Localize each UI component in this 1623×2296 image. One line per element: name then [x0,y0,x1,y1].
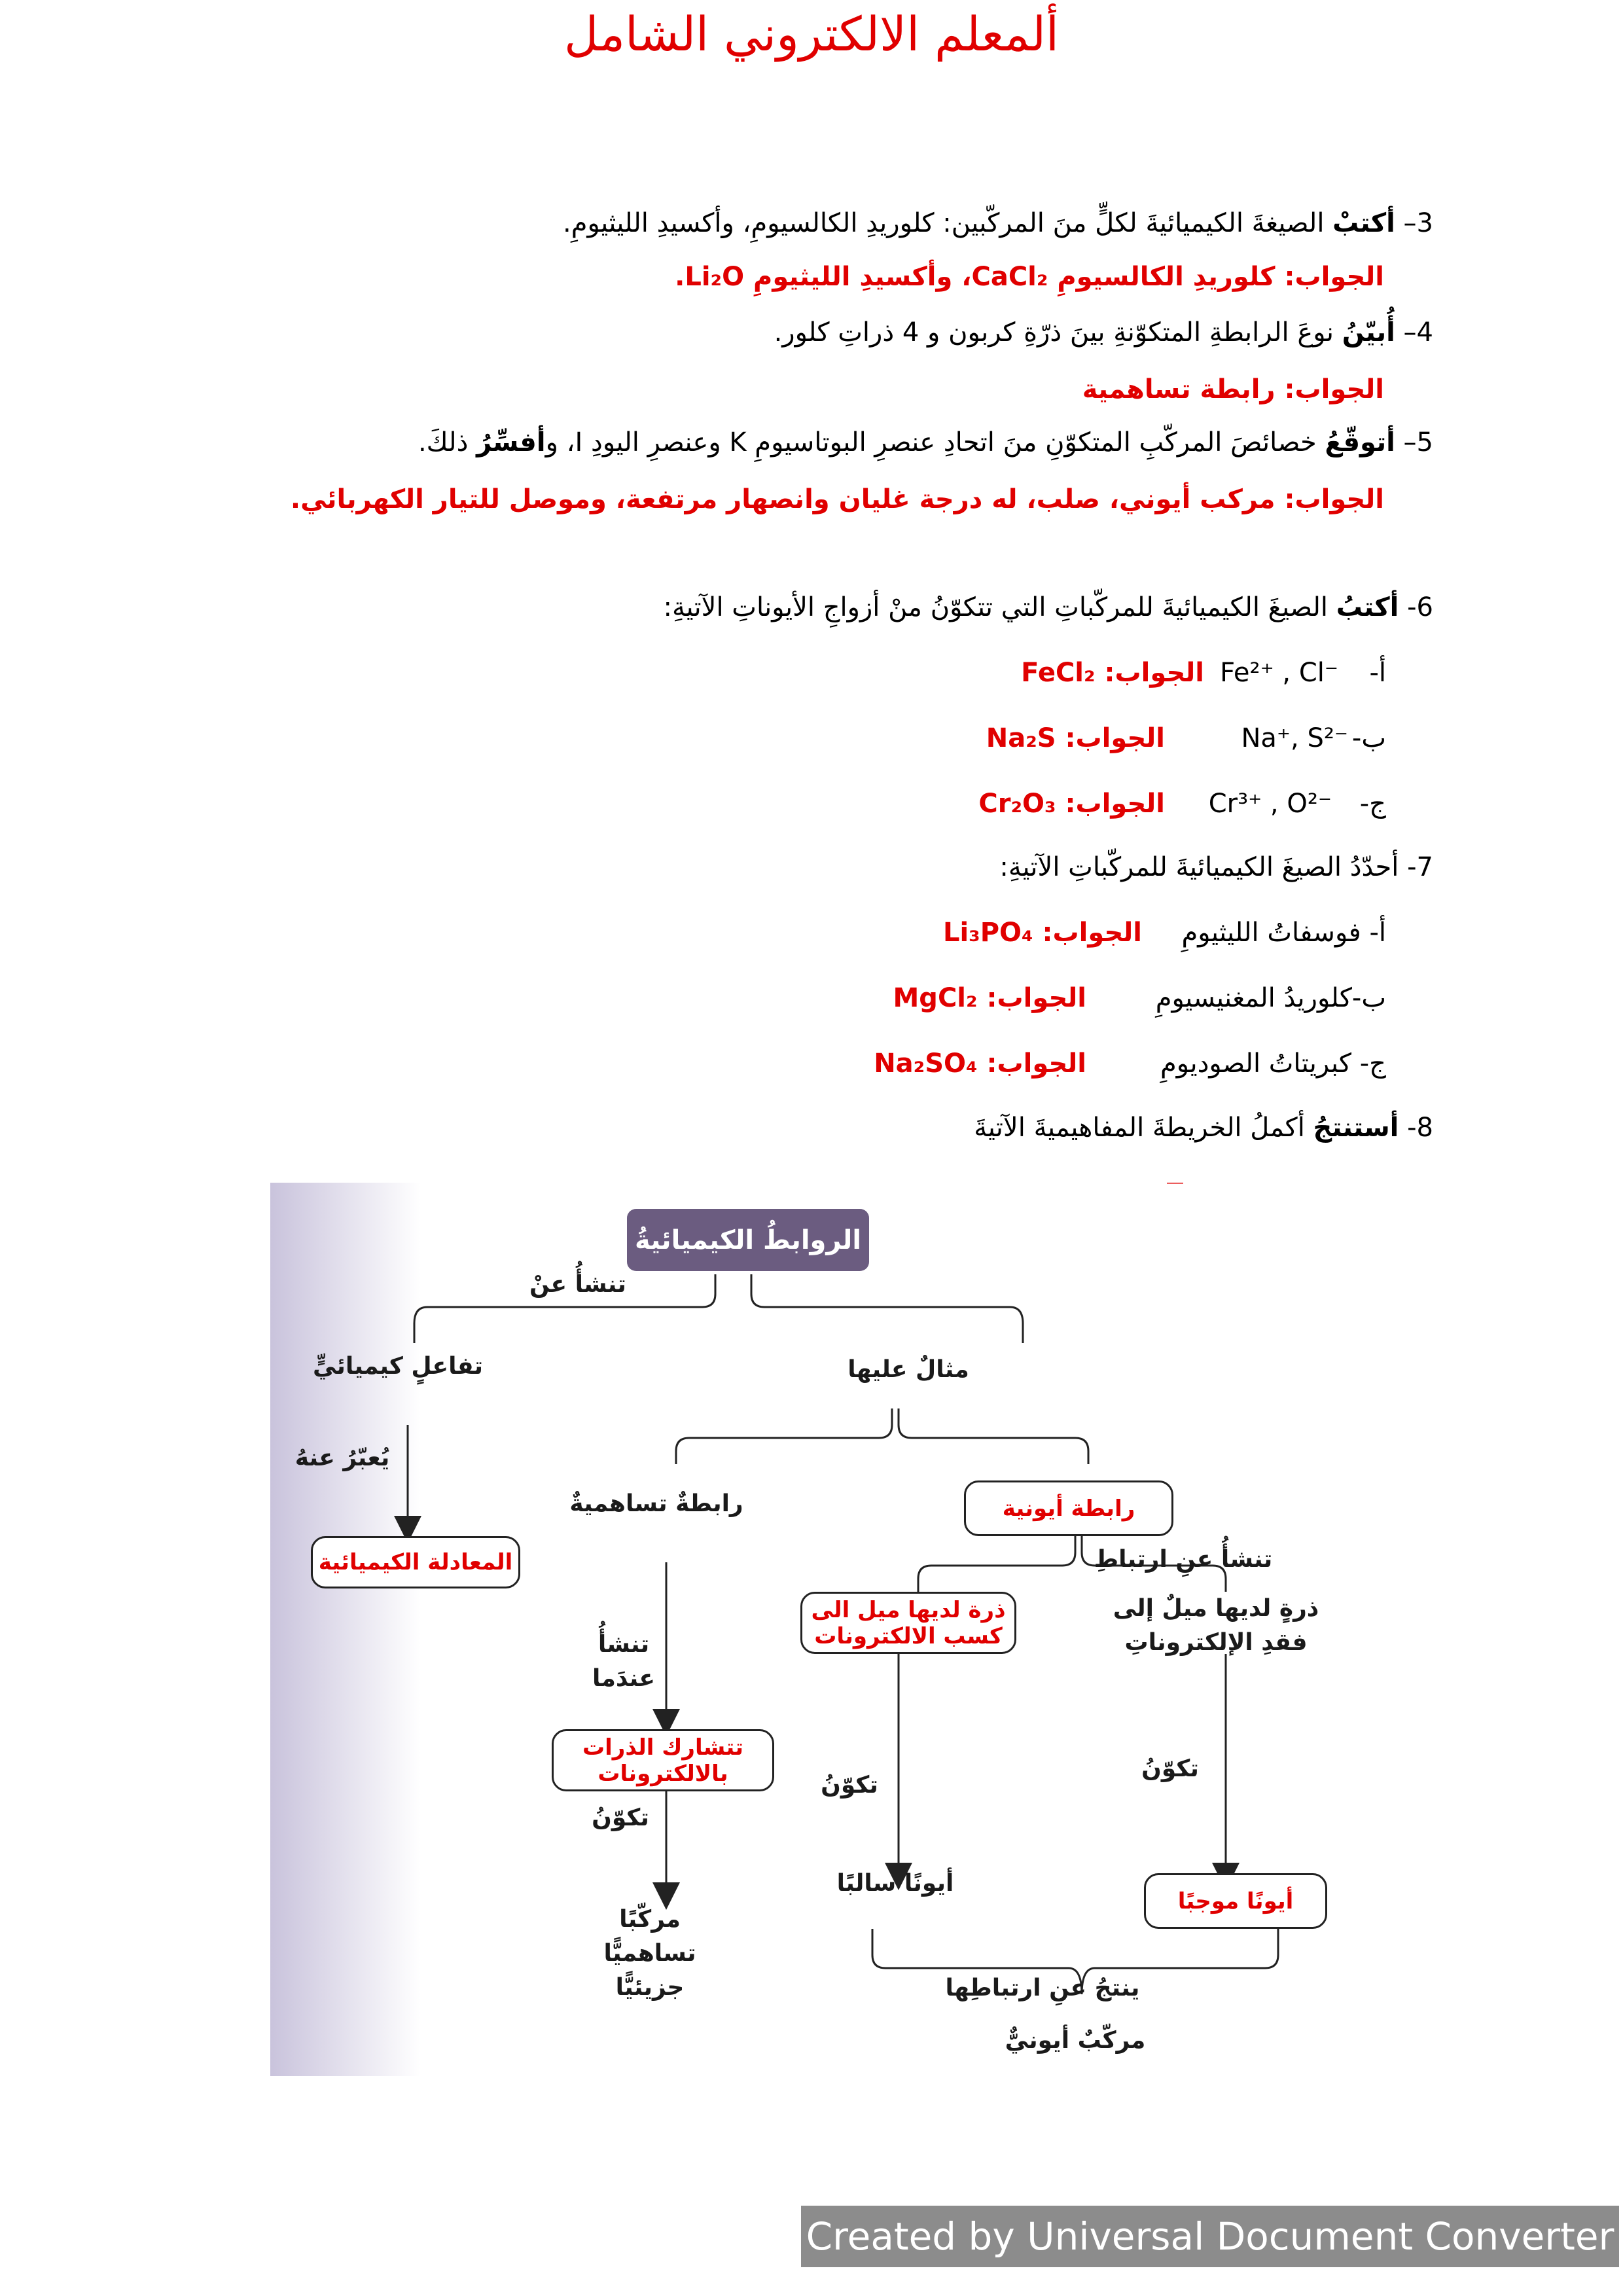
box-share-electrons [552,1729,774,1791]
question-number: 6- [1407,592,1433,622]
question-8 [974,1109,1433,1146]
box-share-electrons-line-1: تتشارك الذرات [582,1734,744,1761]
q6-item-b [1352,720,1386,757]
compound-name: كلوريدُ المغنيسيومِ [1155,983,1352,1013]
q6-item-a-answer: الجواب: FeCl₂ [1021,658,1204,688]
item-label: ج- [1359,1049,1386,1079]
label-covalent-compound-line-1: مركّبًا [619,1906,681,1933]
item-label: أ- [1369,658,1386,688]
decorative-sidebar [270,1183,421,2076]
concept-map [270,1183,1409,2076]
question-verb: أُبيّنُ [1342,317,1395,348]
q6-item-a-ions: Fe²⁺ , Cl⁻ [1220,658,1338,688]
label-lose-electrons-atom [1101,1592,1330,1660]
q7-item-c-answer: الجواب: Na₂SO₄ [874,1049,1086,1079]
question-5 [418,424,1433,461]
box-share-electrons-line-2: بالالكترونات [597,1760,728,1787]
label-arises-from-binding: تنشأُ عنِ ارتباطِ [1094,1546,1273,1573]
q7-item-a [1181,914,1386,951]
question-text: أكملُ الخريطةَ المفاهيميةَ الآتيةَ [974,1113,1313,1143]
item-label: ج- [1359,789,1386,819]
question-4 [774,314,1433,351]
label-arises-from: تنشأُ عنْ [529,1271,626,1298]
question-text: الصيغةَ الكيميائيةَ لكلٍّ منَ المركّبين: كلوريدِ الكالسيومِ، وأكسيدِ الليثيومِ. [563,208,1333,238]
label-covalent-compound-line-3: جزيئيًّا [615,1974,685,2001]
question-verb-2: أفسِّرُ [476,427,546,457]
q6-item-c [1360,785,1386,822]
label-covalent-bond: رابطةٌ تساهميةٌ [569,1490,743,1517]
label-arises-when-line-2: عندَما [592,1665,655,1692]
label-forms-3: تكوّنُ [1141,1755,1199,1782]
question-number: 4– [1403,317,1433,348]
box-chemical-equation: المعادلة الكيميائية [311,1536,520,1588]
box-gain-electrons-atom [800,1592,1016,1654]
answer-4: الجواب: رابطة تساهمية [1082,374,1384,404]
label-ionic-compound: مركّبٌ أيونيٌّ [1005,2027,1146,2054]
label-lose-line-1: ذرةٍ لديها ميلٌ إلى [1113,1595,1319,1622]
label-expressed-by: يُعبّرُ عنهُ [294,1444,390,1471]
question-6 [664,589,1433,626]
answer-5: الجواب: مركب أيوني، صلب، له درجة غليان وانصهار مرتفعة، وموصل للتيار الكهربائي. [290,484,1384,514]
item-label: ب- [1351,983,1386,1013]
question-text: خصائصَ المركّبِ المتكوّنِ منَ اتحادِ عنصرِ البوتاسيومِ K وعنصرِ اليودِ I، و [545,427,1325,457]
q6-item-b-answer: الجواب: Na₂S [986,723,1165,753]
map-head: الروابطُ الكيميائيةُ [627,1209,869,1271]
label-lose-line-2: فقدِ الإلكتروناتِ [1124,1629,1308,1656]
page-title: ألمعلم الالكتروني الشامل [563,7,1060,62]
label-covalent-compound-line-2: تساهميًّا [603,1940,696,1967]
q7-item-b [1156,980,1386,1016]
question-text-2: ذلكَ. [418,427,477,457]
label-examples: مثالٌ عليها [847,1356,969,1383]
q6-item-a [1369,655,1386,691]
label-chemical-reaction: تفاعلٍ كيميائيٍّ [312,1353,484,1380]
question-verb: أكتبْ [1332,208,1395,238]
label-forms-2: تكوّنُ [821,1772,878,1799]
label-arises-when [584,1628,663,1696]
compound-name: فوسفاتُ الليثيومِ [1181,918,1361,948]
question-number: 3– [1403,208,1433,238]
q6-item-c-ions: Cr³⁺ , O²⁻ [1208,789,1332,819]
box-gain-line-1: ذرة لديها ميل الى [811,1596,1006,1623]
footer-watermark: Created by Universal Document Converter [801,2206,1619,2267]
label-covalent-compound [597,1903,702,2005]
label-arises-when-line-1: تنشأُ [597,1631,650,1658]
question-number: 5– [1403,427,1433,457]
box-positive-ion: أيونًا موجبًا [1144,1873,1327,1929]
question-number: 7- [1407,852,1433,882]
item-label: ب- [1351,723,1386,753]
label-results-from: ينتجُ عنِ ارتباطِها [945,1975,1140,2001]
q6-item-b-ions: Na⁺, S²⁻ [1241,723,1348,753]
q7-item-b-answer: الجواب: MgCl₂ [893,983,1086,1013]
label-negative-ion: أيونًا سالبًا [836,1870,954,1897]
question-text: الصيغَ الكيميائيةَ للمركّباتِ التي تتكوّنُ منْ أزواجِ الأيوناتِ الآتيةِ: [663,592,1336,622]
question-verb: أتوقّعُ [1325,427,1395,457]
q7-item-c [1160,1045,1386,1082]
box-gain-line-2: كسب الالكترونات [814,1623,1003,1649]
question-text: أحدّدُ الصيغَ الكيميائيةَ للمركّباتِ الآتيةِ: [999,852,1399,882]
question-verb: أستنتجُ [1313,1113,1399,1143]
question-7 [999,849,1433,886]
compound-name: كبريتاتُ الصوديومِ [1160,1049,1352,1079]
box-ionic-bond: رابطة أيونية [964,1480,1173,1536]
q6-item-c-answer: الجواب: Cr₂O₃ [978,789,1165,819]
question-text: نوعَ الرابطةِ المتكوّنةِ بينَ ذرّةِ كربون و 4 ذراتِ كلور. [774,317,1342,348]
question-number: 8- [1407,1113,1433,1143]
question-verb: أكتبُ [1336,592,1399,622]
q7-item-a-answer: الجواب: Li₃PO₄ [942,918,1142,948]
answer-3: الجواب: كلوريدِ الكالسيومِ CaCl₂، وأكسيدِ الليثيومِ Li₂O. [675,262,1384,292]
item-label: أ- [1369,918,1386,948]
question-3 [563,205,1433,242]
label-forms-1: تكوّنُ [592,1804,649,1831]
